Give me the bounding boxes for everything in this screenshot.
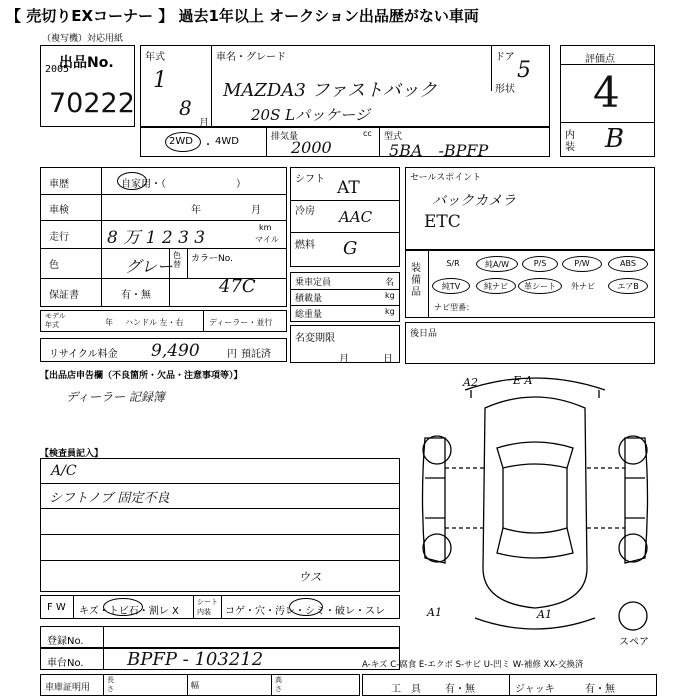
jack-label: ジャッキ (515, 684, 555, 695)
chassis-row (40, 648, 400, 670)
delivery-label: 後日品 (410, 329, 438, 339)
inspection-month-unit: 月 (251, 205, 261, 216)
car-windshield (497, 442, 573, 468)
color-code-label: カラーNo. (191, 254, 233, 264)
car-rear-window (497, 528, 573, 558)
year-value: 1 (153, 68, 167, 93)
equipment-label: 装備品 (411, 263, 421, 298)
equip-abs: ABS (620, 259, 636, 268)
equip-navi: 純ナビ (484, 282, 508, 291)
damage-mark-ea: E A (513, 374, 533, 387)
passengers-label: 乗車定員 (295, 278, 332, 288)
tools-options: 有・無 (445, 684, 475, 695)
recycle-row (40, 338, 287, 362)
wheel-rear-right (619, 534, 647, 562)
model-handle-row (40, 310, 287, 332)
wheel-rear-left (423, 534, 451, 562)
inspection-label: 車検 (49, 205, 69, 216)
total-label: 総重量 (295, 310, 323, 320)
rename-month-unit: 月 (339, 354, 349, 365)
recycle-label: リサイクル料金 (49, 349, 118, 360)
chassis-value: BPFP - 103212 (127, 649, 264, 670)
vehicle-info-box (140, 45, 550, 127)
model-year-unit: 年 (105, 318, 113, 327)
month-value: 8 (179, 96, 192, 120)
seat-label: シート内装 (197, 598, 218, 616)
spare-wheel-icon (619, 602, 647, 630)
history-options: 自家用・（ ） (121, 179, 246, 190)
certificate-row (40, 674, 360, 696)
color-change-label: 色替 (173, 251, 181, 269)
inspector-line-2: シフトノブ 固定不良 (49, 491, 170, 506)
warranty-options: 有・無 (121, 290, 151, 301)
inspector-box (40, 458, 400, 592)
car-front-bumper (465, 378, 605, 390)
month-unit: 月 (199, 118, 209, 129)
tools-label: 工 具 (391, 684, 421, 695)
registration-label: 登録No. (47, 636, 84, 647)
damage-legend: A-キズ C-腐食 E-エクボ S-サビ U-凹ミ W-補修 XX-交換済 (362, 660, 584, 670)
navi-model-label: ナビ型番： (434, 303, 474, 312)
lot-box (40, 45, 135, 127)
shift-label: シフト (295, 174, 325, 185)
fw-items: キズ・トビ石・割レ X (79, 606, 179, 617)
shift-value: AT (337, 178, 360, 198)
displacement-label: 排気量 (271, 132, 299, 142)
shift-table (290, 167, 400, 267)
rename-box (290, 325, 400, 363)
inspection-year-unit: 年 (191, 205, 201, 216)
registration-row (40, 626, 400, 648)
drive-box: 2WD ・ 4WD 排気量 cc 2000 型式 5BA -BPFP (140, 127, 550, 157)
color-label: 色 (49, 260, 59, 271)
history-label: 車歴 (49, 179, 69, 190)
delivery-box (405, 322, 655, 364)
sales-points-box (405, 167, 655, 250)
mileage-mile-unit: マイル (255, 235, 279, 244)
height-label: 高さ (275, 676, 282, 693)
auction-banner: 【 売切りEXコーナー 】 過去1年以上 オークション出品歴がない車両 (6, 7, 479, 25)
doors-label: ドア (495, 52, 515, 63)
inspector-label: 【検査員記入】 (40, 449, 104, 459)
model-label: 型式 (384, 132, 403, 142)
rename-label: 名変期限 (295, 333, 335, 344)
car-grade: 20S Lパッケージ (251, 106, 370, 124)
notes-text: ディーラー 記録簿 (66, 390, 165, 404)
passengers-unit: 名 (385, 278, 395, 288)
history-table (40, 167, 287, 307)
load-unit: kg (385, 291, 395, 300)
shape-label: 形状 (495, 84, 515, 95)
car-rear-bumper (475, 618, 595, 629)
doors-value: 5 (517, 58, 531, 83)
equip-leather: 革シート (524, 282, 556, 291)
sales-point-2: ETC (424, 212, 461, 232)
displacement-unit: cc (363, 129, 372, 138)
damage-mark-a2: A2 (463, 376, 478, 389)
car-right-side (625, 438, 648, 563)
equip-ext-navi: 外ナビ (571, 282, 595, 291)
lot-number: 70222 (49, 88, 135, 119)
car-left-side (423, 438, 446, 563)
color-value: グレー (125, 257, 174, 276)
car-damage-diagram (405, 368, 665, 658)
mileage-label: 走行 (49, 232, 69, 243)
warranty-label: 保証書 (49, 290, 79, 301)
car-body-outline (483, 397, 587, 608)
handle-options: ハンドル 左・右 (125, 318, 184, 327)
model-year-label: モデル年式 (45, 312, 66, 329)
mileage-value: 8 万 1 2 3 3 (107, 228, 206, 248)
chassis-label: 車台No. (47, 658, 84, 669)
equip-airbag: エアB (617, 282, 639, 291)
equip-pw: P/W (574, 259, 590, 268)
seat-items: コゲ・穴・汚レ・シミ・破レ・スレ (225, 606, 385, 617)
model-value: 5BA -BPFP (389, 141, 489, 160)
capacity-table (290, 272, 400, 322)
width-label: 幅 (191, 681, 199, 690)
car-name: MAZDA3 ファストバック (223, 80, 437, 101)
spare-label: スペア (619, 637, 649, 648)
recycle-unit: 円 (227, 349, 237, 360)
equipment-box (405, 250, 655, 318)
drive-option-2wd: 2WD (169, 136, 193, 147)
fuel-label: 燃料 (295, 240, 315, 251)
wheel-front-left (423, 436, 451, 464)
sales-points-label: セールスポイント (410, 173, 482, 183)
fw-annotation: ウス (298, 570, 322, 584)
recycle-value: 9,490 (151, 341, 200, 361)
equip-aw: 純A/W (484, 260, 510, 269)
score-value: 4 (593, 68, 620, 117)
fuel-value: G (343, 238, 358, 259)
color-code: 47C (219, 276, 256, 297)
rename-day-unit: 日 (383, 354, 393, 365)
jack-options: 有・無 (585, 684, 615, 695)
mileage-km-unit: km (259, 223, 272, 232)
score-box (560, 45, 655, 157)
damage-mark-a1-center: A1 (537, 608, 552, 621)
year-label: 年式 (145, 52, 165, 63)
interior-value: B (605, 124, 625, 154)
cooling-value: AAC (339, 208, 373, 226)
interior-label: 内装 (565, 130, 575, 153)
recycle-status: 預託済 (241, 349, 271, 360)
certificate-label: 車庫証明用 (45, 683, 91, 693)
equip-sr: S/R (446, 259, 460, 268)
load-label: 積載量 (295, 294, 323, 304)
drive-option-4wd: 4WD (215, 136, 239, 147)
length-label: 長さ (107, 676, 114, 693)
car-label: 車名・グレード (216, 52, 286, 63)
damage-mark-a1-left: A1 (427, 606, 442, 619)
equip-ps: P/S (533, 259, 547, 268)
score-label: 評価点 (585, 54, 615, 65)
total-unit: kg (385, 307, 395, 316)
fw-row (40, 595, 400, 619)
displacement-value: 2000 (291, 138, 332, 157)
notes-label: 【出品店申告欄（不良箇所・欠品・注意事項等）】 (40, 371, 243, 381)
lot-year-stamp: 2005 (45, 64, 70, 75)
sales-point-1: バックカメラ (432, 193, 516, 209)
tools-row (362, 674, 657, 696)
fw-label: F W (47, 602, 66, 613)
lot-label: 出品No. (59, 55, 114, 71)
inspector-line-1: A/C (51, 463, 77, 479)
form-note: （複写機）対応用紙 (42, 34, 124, 44)
equip-tv: 純TV (441, 282, 461, 291)
wheel-front-right (619, 436, 647, 464)
dealer-options: ディーラー・並行 (209, 318, 273, 327)
cooling-label: 冷房 (295, 206, 315, 217)
